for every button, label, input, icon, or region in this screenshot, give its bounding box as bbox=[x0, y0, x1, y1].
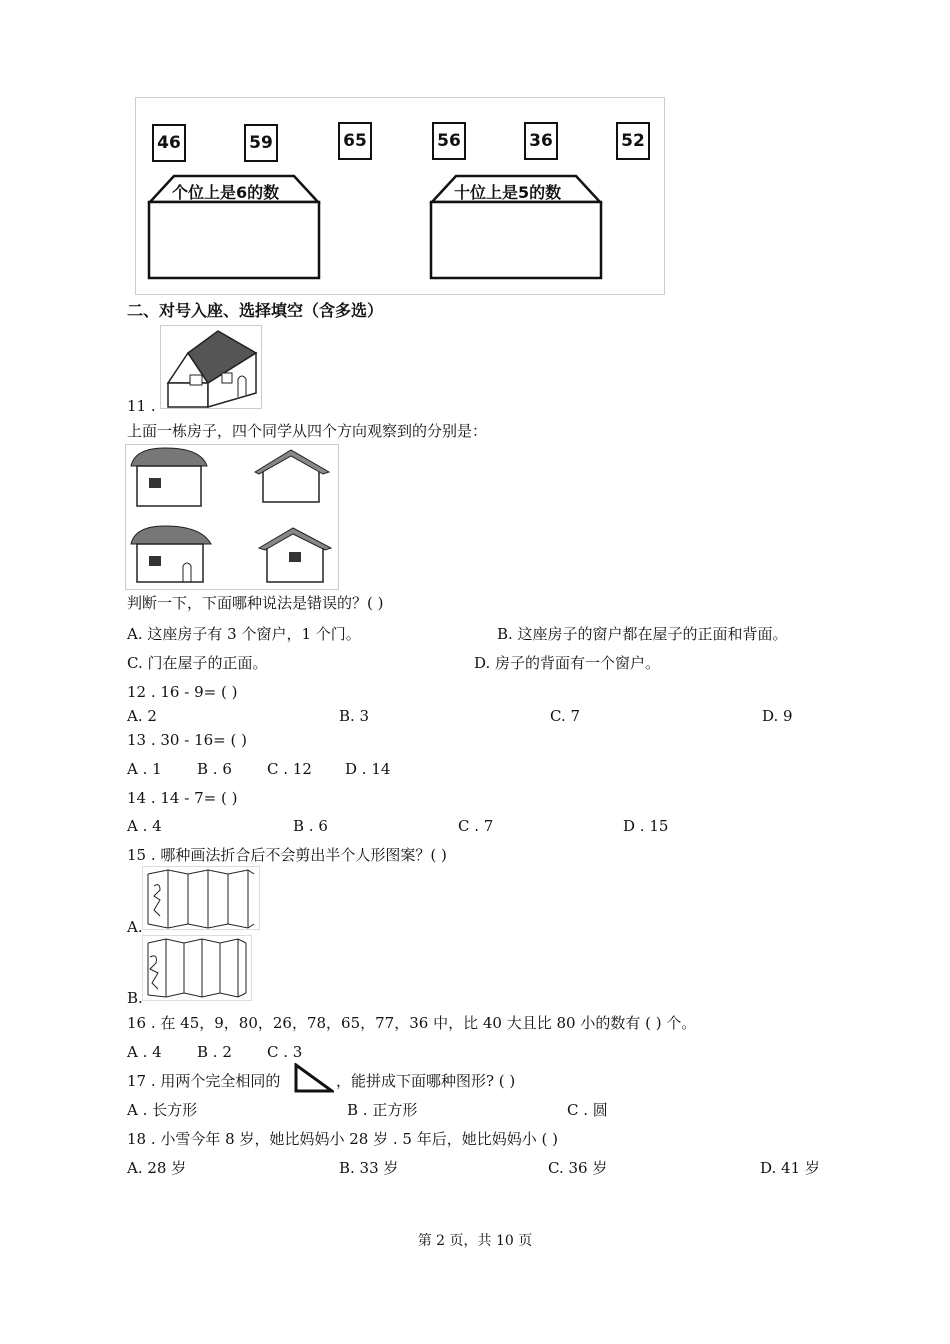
q11-intro: 上面一栋房子，四个同学从四个方向观察到的分别是： bbox=[127, 422, 488, 440]
q18-option-d[interactable]: D. 41 岁 bbox=[760, 1159, 820, 1177]
q13-option-d[interactable]: D . 14 bbox=[345, 760, 391, 778]
number-card: 52 bbox=[616, 122, 650, 160]
right-triangle-icon bbox=[294, 1063, 334, 1093]
q13-stem: 13 . 30 - 16= ( ) bbox=[127, 731, 247, 749]
q18-option-b[interactable]: B. 33 岁 bbox=[339, 1159, 399, 1177]
q11-option-a[interactable]: A. 这座房子有 3 个窗户，1 个门。 bbox=[127, 625, 361, 643]
folded-paper-b-icon bbox=[142, 935, 252, 1001]
back-view-icon bbox=[131, 526, 211, 582]
section-title: 二、对号入座、选择填空（含多选） bbox=[127, 301, 384, 320]
q17-option-a[interactable]: A . 长方形 bbox=[127, 1101, 198, 1119]
q11-number: 11 . bbox=[127, 397, 156, 415]
q15-option-b[interactable]: B. bbox=[127, 989, 143, 1007]
house-3d-icon bbox=[160, 325, 262, 409]
q12-option-d[interactable]: D. 9 bbox=[762, 707, 793, 725]
folded-paper-a-icon bbox=[142, 866, 260, 930]
q15-stem: 15 . 哪种画法折合后不会剪出半个人形图案？( ) bbox=[127, 846, 447, 864]
q15-option-a[interactable]: A. bbox=[127, 918, 143, 936]
house-right-label: 十位上是5的数 bbox=[454, 183, 562, 202]
q18-stem: 18 . 小雪今年 8 岁，她比妈妈小 28 岁 . 5 年后，她比妈妈小 ( ) bbox=[127, 1130, 558, 1148]
q12-option-c[interactable]: C. 7 bbox=[550, 707, 581, 725]
q13-option-c[interactable]: C . 12 bbox=[267, 760, 312, 778]
page-footer: 第 2 页，共 10 页 bbox=[417, 1233, 533, 1249]
front-view-icon bbox=[131, 448, 207, 506]
q18-option-c[interactable]: C. 36 岁 bbox=[548, 1159, 608, 1177]
q11-option-d[interactable]: D. 房子的背面有一个窗户。 bbox=[474, 654, 661, 672]
q16-option-b[interactable]: B . 2 bbox=[197, 1043, 232, 1061]
q14-option-d[interactable]: D . 15 bbox=[623, 817, 669, 835]
q11-question: 判断一下，下面哪种说法是错误的？( ) bbox=[127, 594, 384, 612]
q11-option-b[interactable]: B. 这座房子的窗户都在屋子的正面和背面。 bbox=[497, 625, 788, 643]
q17-option-b[interactable]: B . 正方形 bbox=[347, 1101, 418, 1119]
number-card: 59 bbox=[244, 124, 278, 162]
q12-stem: 12 . 16 - 9= ( ) bbox=[127, 683, 238, 701]
q14-stem: 14 . 14 - 7= ( ) bbox=[127, 789, 238, 807]
number-card: 65 bbox=[338, 122, 372, 160]
house-left-label: 个位上是6的数 bbox=[172, 183, 280, 202]
q17-stem-part1: 17 . 用两个完全相同的 bbox=[127, 1072, 281, 1090]
q13-option-b[interactable]: B . 6 bbox=[197, 760, 232, 778]
number-card: 36 bbox=[524, 122, 558, 160]
q11-option-c[interactable]: C. 门在屋子的正面。 bbox=[127, 654, 268, 672]
q12-option-b[interactable]: B. 3 bbox=[339, 707, 370, 725]
q14-option-c[interactable]: C . 7 bbox=[458, 817, 494, 835]
q17-option-c[interactable]: C . 圆 bbox=[567, 1101, 608, 1119]
number-card: 56 bbox=[432, 122, 466, 160]
q18-option-a[interactable]: A. 28 岁 bbox=[127, 1159, 187, 1177]
q16-option-c[interactable]: C . 3 bbox=[267, 1043, 303, 1061]
q14-option-b[interactable]: B . 6 bbox=[293, 817, 328, 835]
q16-stem: 16 . 在 45，9，80，26，78，65，77，36 中，比 40 大且比 80 小的数有 ( ) 个。 bbox=[127, 1014, 697, 1032]
q13-option-a[interactable]: A . 1 bbox=[127, 760, 162, 778]
q14-option-a[interactable]: A . 4 bbox=[127, 817, 162, 835]
q16-option-a[interactable]: A . 4 bbox=[127, 1043, 162, 1061]
number-card: 46 bbox=[152, 124, 186, 162]
house-views-figure bbox=[125, 444, 339, 590]
q17-stem-part2: ，能拼成下面哪种图形? ( ) bbox=[336, 1072, 516, 1090]
q12-option-a[interactable]: A. 2 bbox=[127, 707, 157, 725]
number-sort-figure bbox=[135, 97, 665, 295]
